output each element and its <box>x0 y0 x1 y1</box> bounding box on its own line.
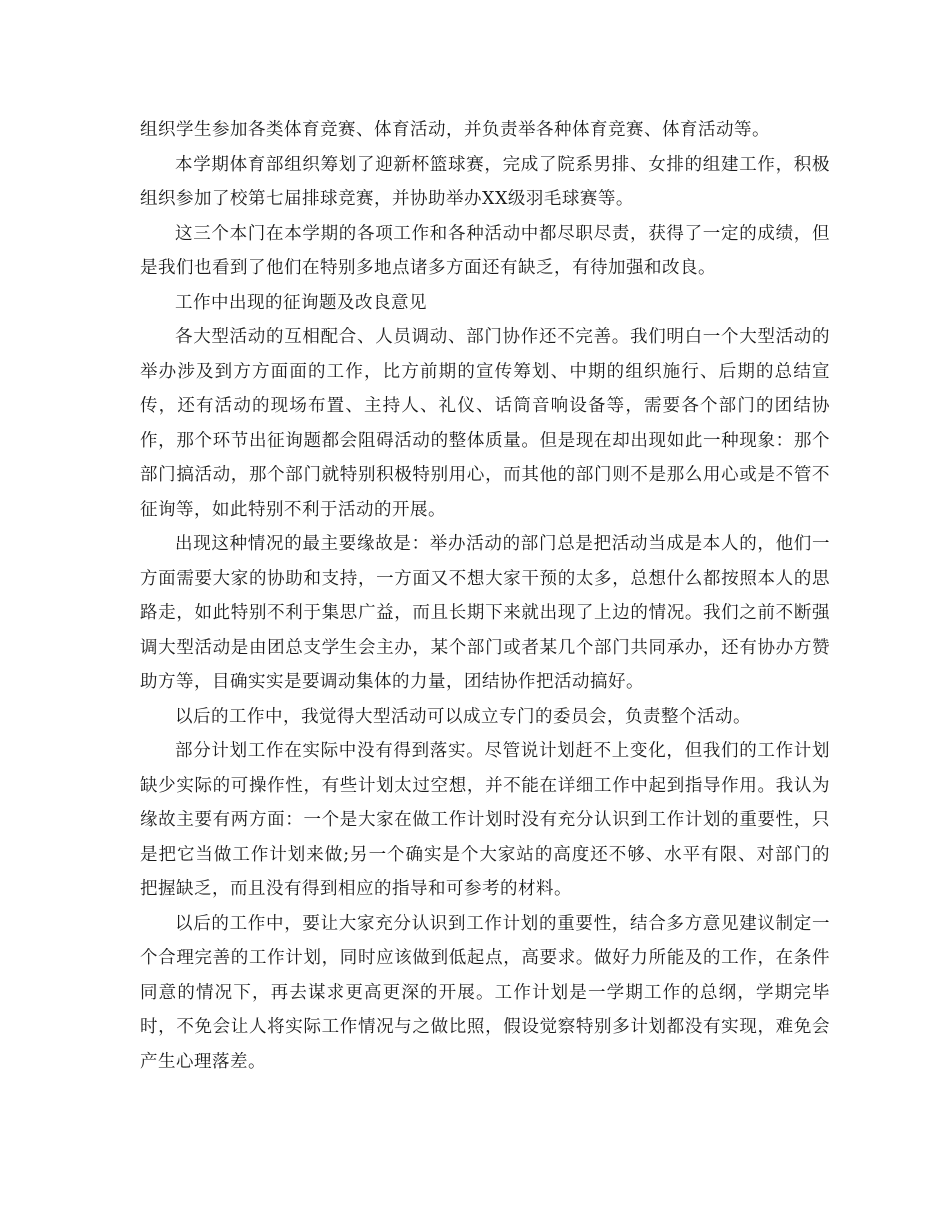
paragraph-1: 组织学生参加各类体育竞赛、体育活动，并负责举各种体育竞赛、体育活动等。 <box>140 120 770 140</box>
paragraph-9: 以后的工作中，要让大家充分认识到工作计划的重要性，结合多方意见建议制定一个合理完善的工作计划，同时应该做到低起点，高要求。做好力所能及的工作，在条件同意的情况下，再去谋求更高更深的开展。工作计划是一学期工作的总纲，学期完毕时，不免会让人将实际工作情况与之做比照，假设觉察特别多计划都没有实现，难免会产生心理落差。 <box>140 913 830 1072</box>
section-heading: 工作中出现的征询题及改良意见 <box>175 292 427 313</box>
paragraph-8: 部分计划工作在实际中没有得到落实。尽管说计划赶不上变化，但我们的工作计划缺少实际的可操作性，有些计划太过空想，并不能在详细工作中起到指导作用。我认为缘故主要有两方面：一个是大家在做工作计划时没有充分认识到工作计划的重要性，只是把它当做工作计划来做;另一个确实是个大家站的高度还不够、水平有限、对部门的把握缺乏，而且没有得到相应的指导和可参考的材料。 <box>140 741 830 899</box>
paragraph-2: 本学期体育部组织筹划了迎新杯篮球赛，完成了院系男排、女排的组建工作，积极组织参加了校第七届排球竞赛，并协助举办XX级羽毛球赛等。 <box>140 154 830 209</box>
paragraph-3: 这三个本门在本学期的各项工作和各种活动中都尽职尽责，获得了一定的成绩，但是我们也看到了他们在特别多地点诸多方面还有缺乏，有待加强和改良。 <box>140 223 830 278</box>
paragraph-5: 各大型活动的互相配合、人员调动、部门协作还不完善。我们明白一个大型活动的举办涉及到方方面面的工作，比方前期的宣传筹划、中期的组织施行、后期的总结宣传，还有活动的现场布置、主持人、礼仪、话筒音响设备等，需要各个部门的团结协作，那个环节出征询题都会阻碍活动的整体质量。但是现在却出现如此一种现象：那个部门搞活动，那个部门就特别积极特别用心，而其他的部门则不是那么用心或是不管不征询等，如此特别不利于活动的开展。 <box>140 327 830 520</box>
paragraph-6: 出现这种情况的最主要缘故是：举办活动的部门总是把活动当成是本人的，他们一方面需要大家的协助和支持，一方面又不想大家干预的太多，总想什么都按照本人的思路走，如此特别不利于集思广益，而且长期下来就出现了上边的情况。我们之前不断强调大型活动是由团总支学生会主办，某个部门或者某几个部门共同承办，还有协办方赞助方等，目确实实是要调动集体的力量，团结协作把活动搞好。 <box>140 534 830 692</box>
paragraph-7: 以后的工作中，我觉得大型活动可以成立专门的委员会，负责整个活动。 <box>175 706 751 727</box>
document-body <box>140 113 830 1079</box>
